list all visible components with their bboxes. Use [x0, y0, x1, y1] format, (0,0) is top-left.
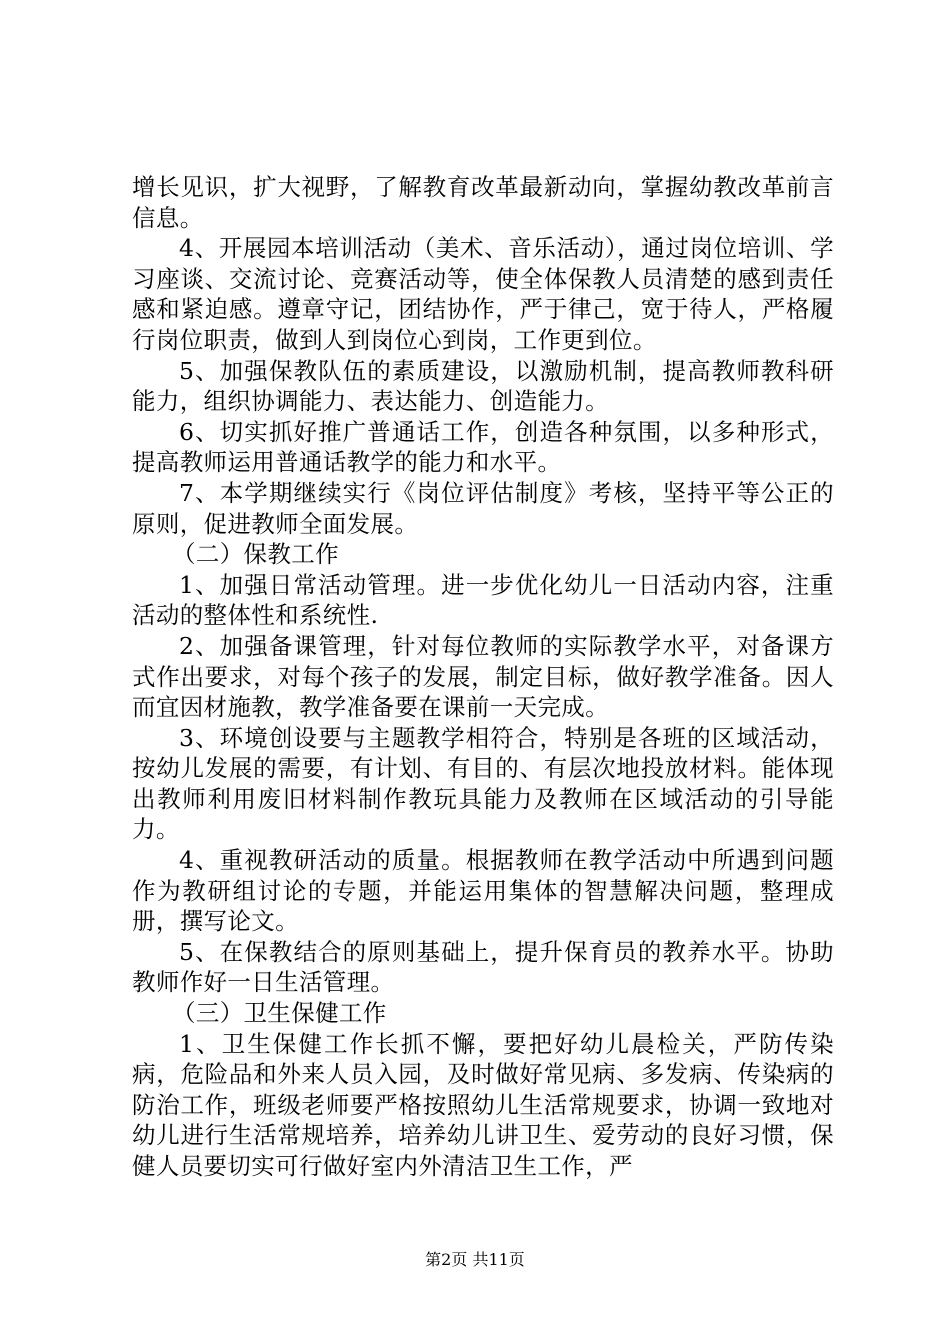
paragraph-continuation: 增长见识，扩大视野，了解教育改革最新动向，掌握幼教改革前言信息。	[132, 173, 834, 232]
paragraph-item-3-environment: 3、环境创设要与主题教学相符合，特别是各班的区域活动，按幼儿发展的需要，有计划、有目的、有层次地投放材料。能体现出教师利用废旧材料制作教玩具能力及教师在区域活动的引导能力。	[132, 723, 834, 844]
paragraph-item-4-research: 4、重视教研活动的质量。根据教师在教学活动中所遇到问题作为教研组讨论的专题，并能运用集体的智慧解决问题，整理成册，撰写论文。	[132, 846, 834, 936]
section-heading-health-care: （三）卫生保健工作	[172, 999, 387, 1028]
paragraph-item-6-mandarin: 6、切实抓好推广普通话工作，创造各种氛围，以多种形式，提高教师运用普通话教学的能力和水平。	[132, 417, 834, 477]
paragraph-item-5-team-quality: 5、加强保教队伍的素质建设，以激励机制，提高教师教科研能力，组织协调能力、表达能力、创造能力。	[132, 356, 834, 416]
paragraph-item-5-caregivers: 5、在保教结合的原则基础上，提升保育员的教养水平。协助教师作好一日生活管理。	[132, 937, 834, 997]
section-heading-care-education: （二）保教工作	[172, 540, 339, 569]
paragraph-item-4-training: 4、开展园本培训活动（美术、音乐活动），通过岗位培训、学习座谈、交流讨论、竞赛活动等，使全体保教人员清楚的感到责任感和紧迫感。遵章守记，团结协作，严于律己，宽于待人，严格履行岗位职责，做到人到岗位心到岗，工作更到位。	[132, 234, 834, 354]
paragraph-item-1-daily-activities: 1、加强日常活动管理。进一步优化幼儿一日活动内容，注重活动的整体性和系统性.	[132, 570, 834, 630]
paragraph-item-1-health: 1、卫生保健工作长抓不懈，要把好幼儿晨检关，严防传染病，危险品和外来人员入园，及时做好常见病、多发病、传染病的防治工作，班级老师要严格按照幼儿生活常规要求，协调一致地对幼儿进行生活常规培养，培养幼儿讲卫生、爱劳动的良好习惯，保健人员要切实可行做好室内外清洁卫生工作，严	[132, 1029, 834, 1180]
page-number-footer: 第2页 共11页	[425, 1250, 525, 1269]
document-body	[132, 172, 834, 1182]
paragraph-item-2-lesson-prep: 2、加强备课管理，针对每位教师的实际教学水平，对备课方式作出要求，对每个孩子的发展，制定目标，做好教学准备。因人而宜因材施教，教学准备要在课前一天完成。	[132, 631, 834, 722]
paragraph-item-7-evaluation: 7、本学期继续实行《岗位评估制度》考核，坚持平等公正的原则，促进教师全面发展。	[132, 478, 834, 538]
